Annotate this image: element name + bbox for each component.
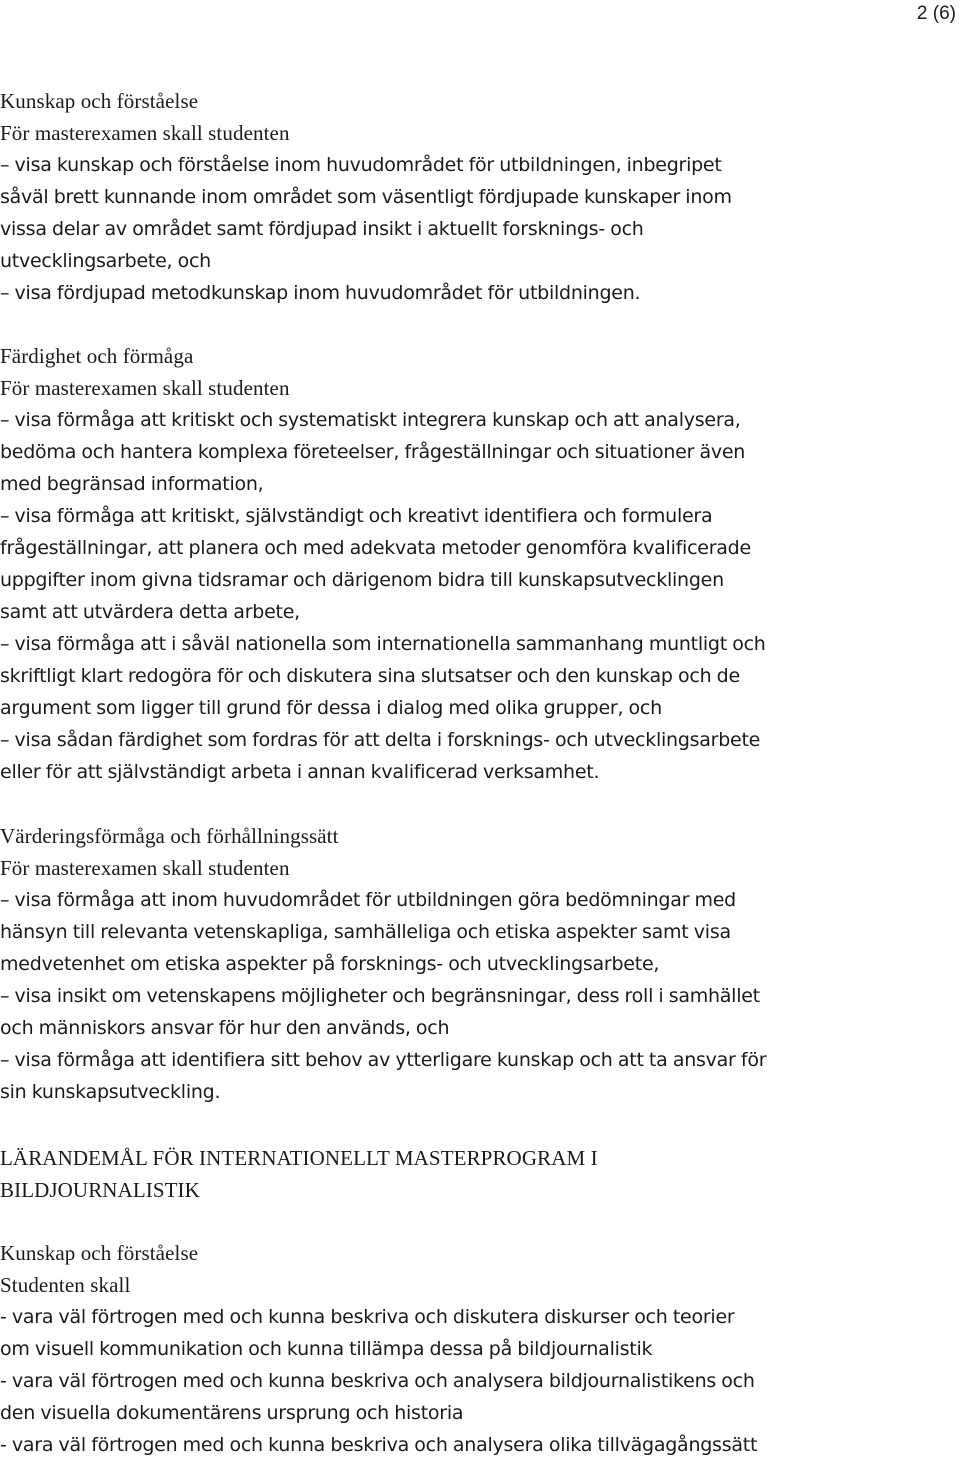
document-title: LÄRANDEMÅL FÖR INTERNATIONELLT MASTERPROGRAM I bbox=[0, 1146, 598, 1170]
body-line: och människors ansvar för hur den används, och bbox=[0, 1017, 450, 1039]
body-line: hänsyn till relevanta vetenskapliga, samhälleliga och etiska aspekter samt visa bbox=[0, 921, 731, 943]
body-line: om visuell kommunikation och kunna tillämpa dessa på bildjournalistik bbox=[0, 1338, 653, 1360]
body-line: – visa fördjupad metodkunskap inom huvudområdet för utbildningen. bbox=[0, 282, 641, 304]
body-line: – visa förmåga att inom huvudområdet för utbildningen göra bedömningar med bbox=[0, 889, 736, 911]
body-line: – visa kunskap och förståelse inom huvudområdet för utbildningen, inbegripet bbox=[0, 154, 722, 176]
section-larandemal bbox=[0, 1142, 940, 1461]
body-line: – visa förmåga att kritiskt och systematiskt integrera kunskap och att analysera, bbox=[0, 409, 741, 431]
body-line: sin kunskapsutveckling. bbox=[0, 1081, 221, 1103]
body-line: - vara väl förtrogen med och kunna beskriva och analysera olika tillvägagångssätt bbox=[0, 1434, 758, 1456]
body-line: frågeställningar, att planera och med adekvata metoder genomföra kvalificerade bbox=[0, 537, 751, 559]
section-heading: Färdighet och förmåga bbox=[0, 344, 194, 368]
body-line: bedöma och hantera komplexa företeelser, frågeställningar och situationer även bbox=[0, 441, 746, 463]
page-number: 2 (6) bbox=[916, 3, 956, 24]
section-vardering bbox=[0, 820, 940, 1108]
body-line: – visa insikt om vetenskapens möjligheter och begränsningar, dess roll i samhället bbox=[0, 985, 760, 1007]
section-heading: Värderingsförmåga och förhållningssätt bbox=[0, 824, 339, 848]
body-line: samt att utvärdera detta arbete, bbox=[0, 601, 300, 623]
body-line: – visa förmåga att i såväl nationella som internationella sammanhang muntligt och bbox=[0, 633, 766, 655]
section-intro: För masterexamen skall studenten bbox=[0, 376, 290, 400]
section-fardighet bbox=[0, 340, 940, 788]
section-intro: För masterexamen skall studenten bbox=[0, 121, 290, 145]
body-line: den visuella dokumentärens ursprung och historia bbox=[0, 1402, 464, 1424]
body-line: medvetenhet om etiska aspekter på forsknings- och utvecklingsarbete, bbox=[0, 953, 660, 975]
section-heading: Kunskap och förståelse bbox=[0, 1241, 199, 1265]
document-title: BILDJOURNALISTIK bbox=[0, 1178, 200, 1202]
section-kunskap bbox=[0, 85, 940, 309]
section-intro: Studenten skall bbox=[0, 1273, 131, 1297]
body-line: – visa sådan färdighet som fordras för att delta i forsknings- och utvecklingsarbete bbox=[0, 729, 761, 751]
body-line: – visa förmåga att kritiskt, självständigt och kreativt identifiera och formulera bbox=[0, 505, 713, 527]
body-line: eller för att självständigt arbeta i annan kvalificerad verksamhet. bbox=[0, 761, 600, 783]
body-line: - vara väl förtrogen med och kunna beskriva och analysera bildjournalistikens och bbox=[0, 1370, 755, 1392]
body-line: utvecklingsarbete, och bbox=[0, 250, 211, 272]
body-line: - vara väl förtrogen med och kunna beskriva och diskutera diskurser och teorier bbox=[0, 1306, 735, 1328]
section-intro: För masterexamen skall studenten bbox=[0, 856, 290, 880]
body-line: – visa förmåga att identifiera sitt behov av ytterligare kunskap och att ta ansvar för bbox=[0, 1049, 767, 1071]
body-line: med begränsad information, bbox=[0, 473, 264, 495]
body-line: argument som ligger till grund för dessa i dialog med olika grupper, och bbox=[0, 697, 662, 719]
section-heading: Kunskap och förståelse bbox=[0, 89, 199, 113]
body-line: skriftligt klart redogöra för och diskutera sina slutsatser och den kunskap och de bbox=[0, 665, 740, 687]
body-line: vissa delar av området samt fördjupad insikt i aktuellt forsknings- och bbox=[0, 218, 644, 240]
body-line: uppgifter inom givna tidsramar och därigenom bidra till kunskapsutvecklingen bbox=[0, 569, 724, 591]
body-line: såväl brett kunnande inom området som väsentligt fördjupade kunskaper inom bbox=[0, 186, 732, 208]
